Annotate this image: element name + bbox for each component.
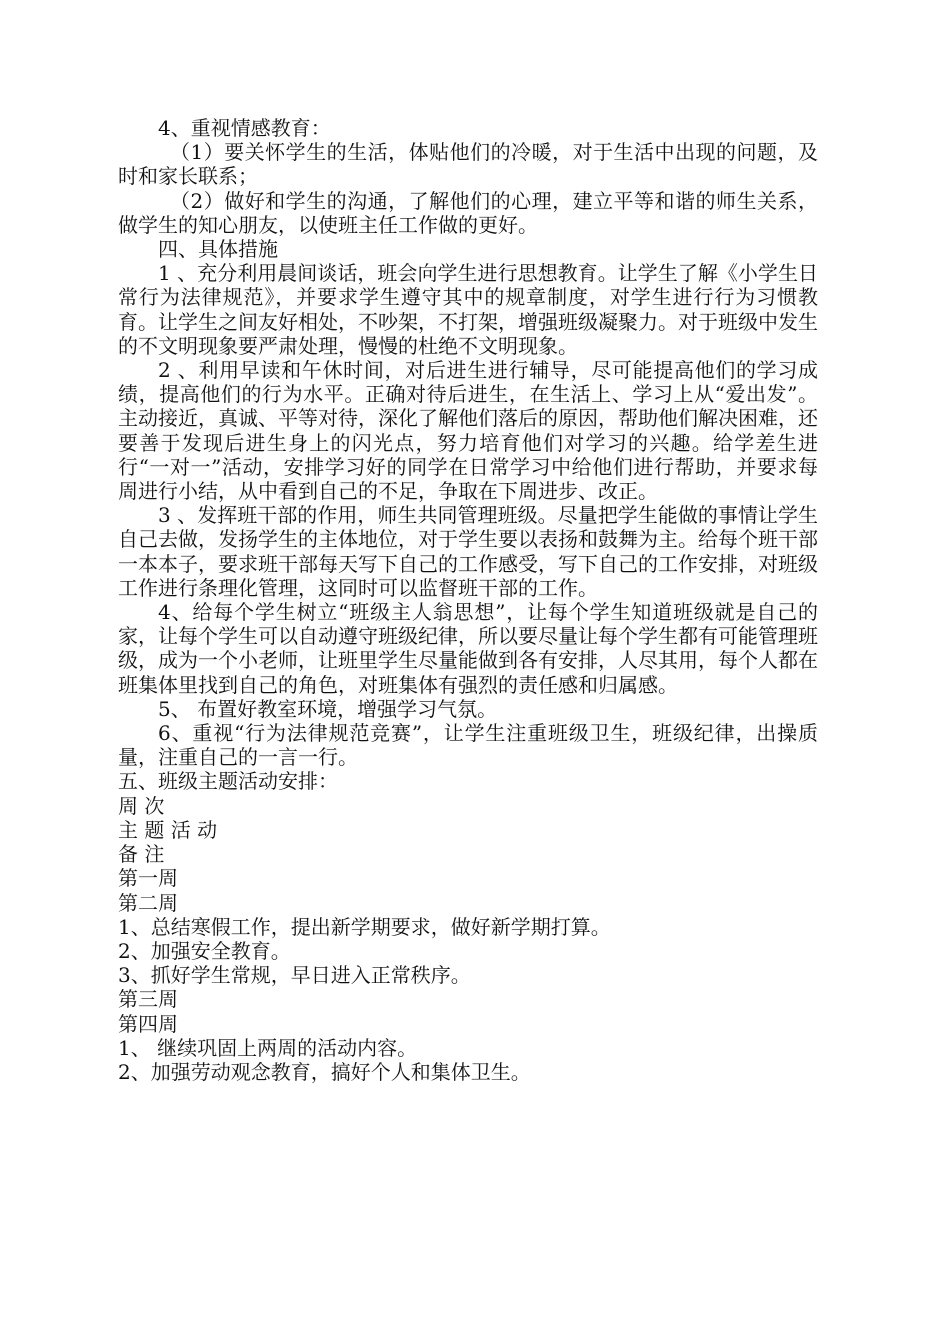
paragraph: （2）做好和学生的沟通，了解他们的心理，建立平等和谐的师生关系，做学生的知心朋友，以使班主任工作做的更好。 xyxy=(118,188,818,237)
activity-item: 1、总结寒假工作，提出新学期要求，做好新学期打算。 xyxy=(118,914,611,939)
activity-item: 2、加强安全教育。 xyxy=(118,938,291,963)
table-header-week: 周 次 xyxy=(118,793,165,818)
document-page xyxy=(118,116,818,1084)
activity-item: 2、加强劳动观念教育，搞好个人和集体卫生。 xyxy=(118,1059,531,1084)
section-heading-measures: 四、具体措施 xyxy=(158,237,278,262)
activity-item: 3、抓好学生常规，早日进入正常秩序。 xyxy=(118,963,471,988)
table-header-activity: 主 题 活 动 xyxy=(118,817,218,842)
paragraph: 1 、充分利用晨间谈话，班会向学生进行思想教育。让学生了解《小学生日常行为法律规范》，并要求学生遵守其中的规章制度，对学生进行行为习惯教育。让学生之间友好相处，不吵架，不打架，增强班级凝聚力。对于班级中发生的不文明现象要严肃处理，慢慢的杜绝不文明现象。 xyxy=(118,261,818,358)
paragraph: 4、给每个学生树立“班级主人翁思想”，让每个学生知道班级就是自己的家，让每个学生可以自动遵守班级纪律，所以要尽量让每个学生都有可能管理班级，成为一个小老师，让班里学生尽量能做到各有安排，人尽其用，每个人都在班集体里找到自己的角色，对班集体有强烈的责任感和归属感。 xyxy=(118,600,818,697)
paragraph: （1）要关怀学生的生活，体贴他们的冷暖，对于生活中出现的问题，及时和家长联系； xyxy=(118,140,818,189)
section-heading-activities: 五、班级主题活动安排： xyxy=(118,769,338,794)
activity-item: 1、 继续巩固上两周的活动内容。 xyxy=(118,1035,418,1060)
week-label: 第三周 xyxy=(118,987,178,1012)
paragraph: 6、重视“行为法律规范竞赛”，让学生注重班级卫生，班级纪律，出操质量，注重自己的一言一行。 xyxy=(118,721,818,770)
table-header-notes: 备 注 xyxy=(118,842,165,867)
paragraph: 5、 布置好教室环境，增强学习气氛。 xyxy=(158,696,498,721)
paragraph: 3 、发挥班干部的作用，师生共同管理班级。尽量把学生能做的事情让学生自己去做，发扬学生的主体地位，对于学生要以表扬和鼓舞为主。给每个班干部一本本子，要求班干部每天写下自己的工作感受，写下自己的工作安排，对班级工作进行条理化管理，这同时可以监督班干部的工作。 xyxy=(118,503,818,600)
week-label: 第四周 xyxy=(118,1011,178,1036)
week-label: 第二周 xyxy=(118,890,178,915)
week-label: 第一周 xyxy=(118,866,178,891)
section-heading-emotion: 4、重视情感教育： xyxy=(158,116,331,140)
paragraph: 2 、利用早读和午休时间，对后进生进行辅导，尽可能提高他们的学习成绩，提高他们的行为水平。正确对待后进生，在生活上、学习上从“爱出发”。主动接近，真诚、平等对待，深化了解他们落后的原因，帮助他们解决困难，还要善于发现后进生身上的闪光点，努力培育他们对学习的兴趣。给学差生进行“一对一”活动，安排学习好的同学在日常学习中给他们进行帮助，并要求每周进行小结，从中看到自己的不足，争取在下周进步、改正。 xyxy=(118,358,818,504)
